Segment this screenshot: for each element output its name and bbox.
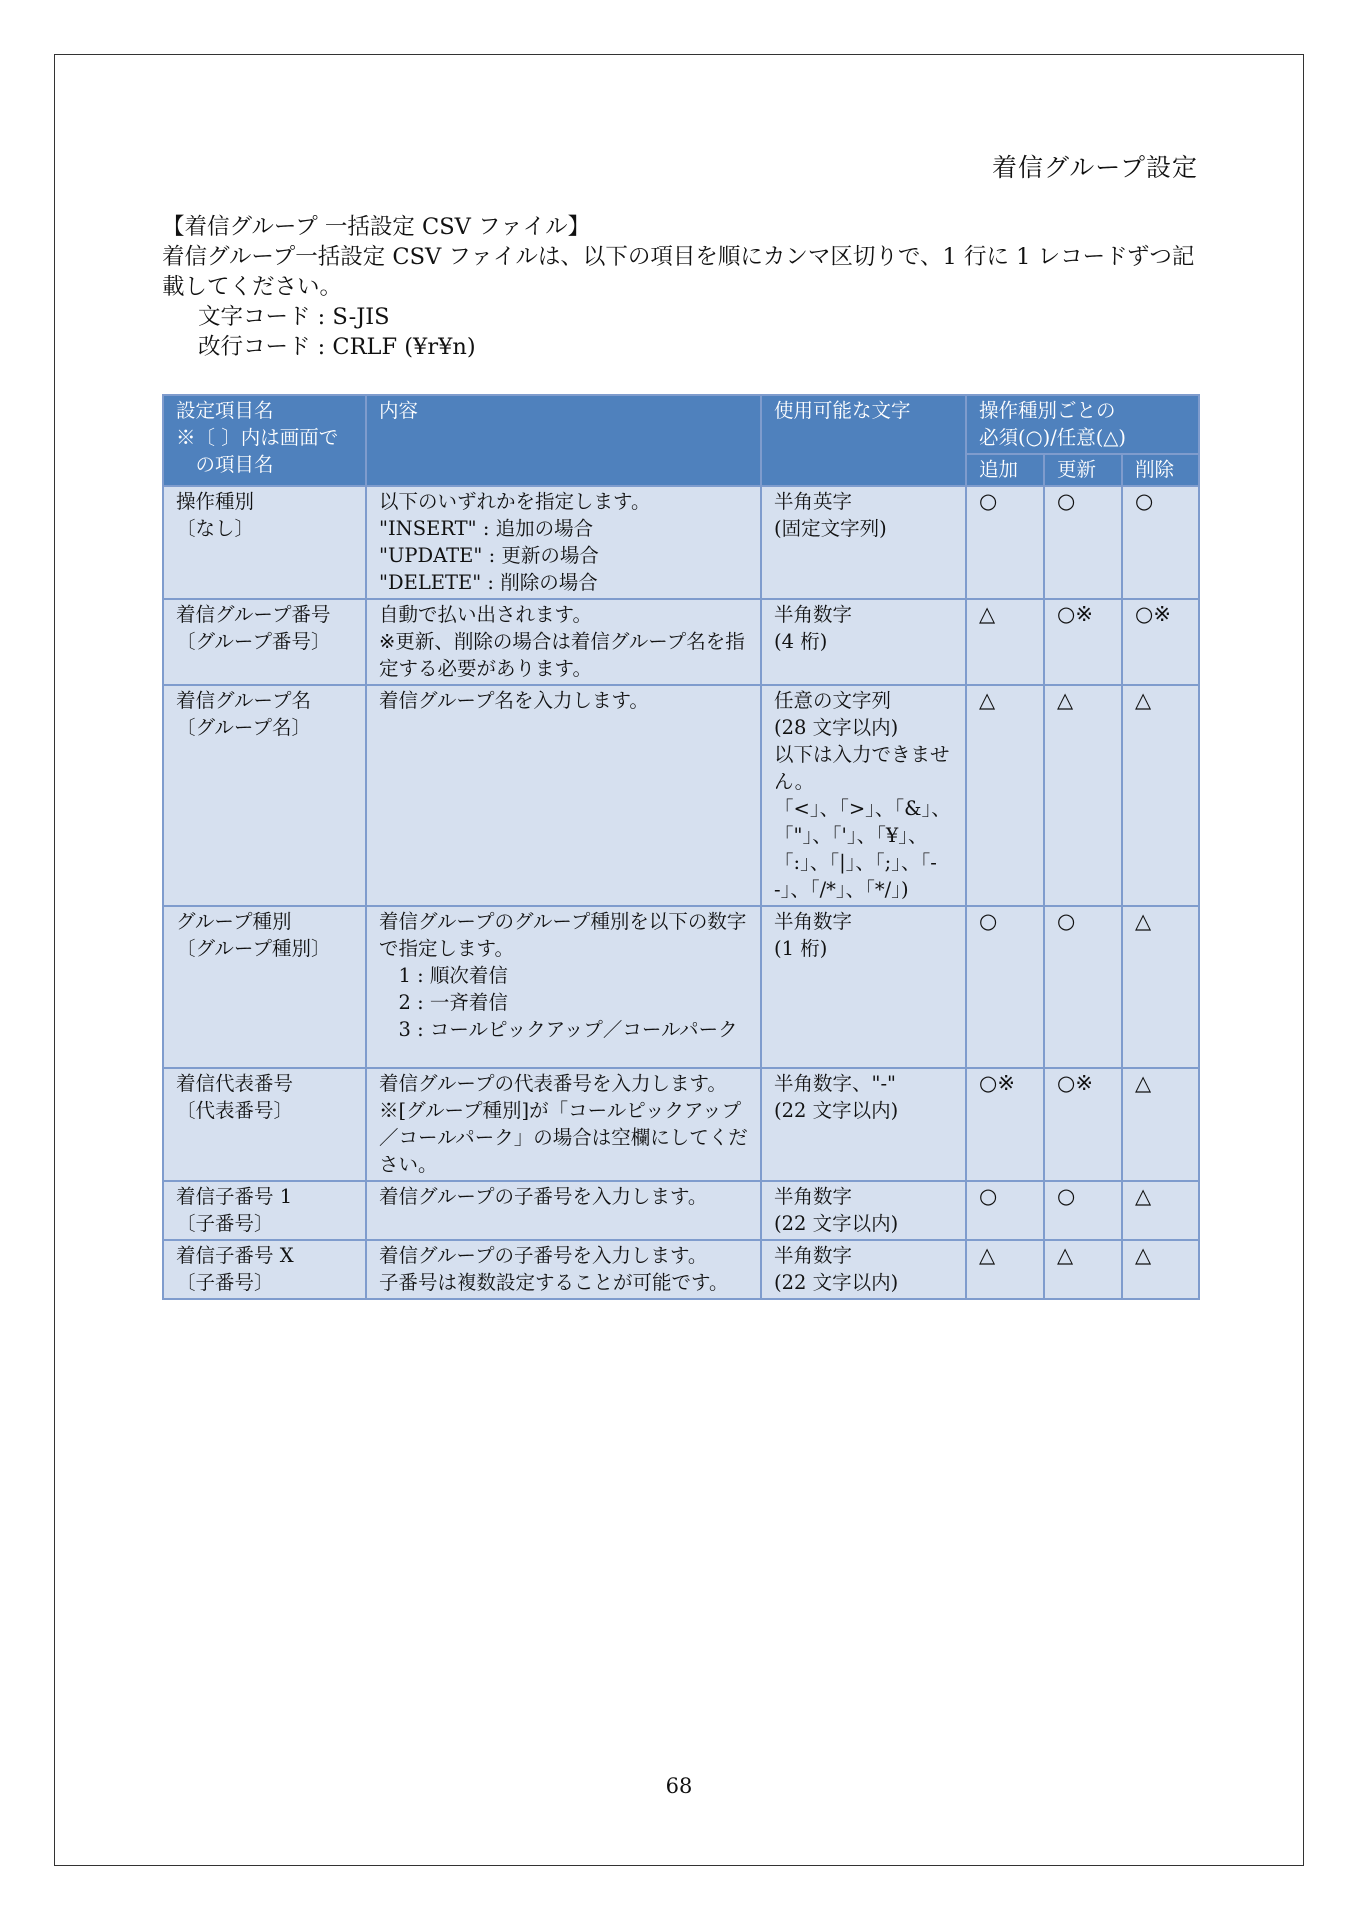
row-allowed-chars: 半角数字 (1 桁) bbox=[761, 906, 966, 1068]
row-update-mark: ○ bbox=[1044, 486, 1122, 599]
row-content: 着信グループ名を入力します。 bbox=[366, 685, 761, 906]
row-content: 着信グループの代表番号を入力します。 ※[グループ種別]が「コールピックアップ／コールパーク」の場合は空欄にしてください。 bbox=[366, 1068, 761, 1181]
row-update-mark: ○ bbox=[1044, 1181, 1122, 1240]
row-allowed-chars: 任意の文字列 (28 文字以内) 以下は入力できません。 「<」、「>」、「&」、「"」、「'」、「¥」、「:」、「|」、「;」、「--」、「/*」、「*/」) bbox=[761, 685, 966, 906]
row-delete-mark: △ bbox=[1122, 1240, 1199, 1299]
header-update: 更新 bbox=[1044, 454, 1122, 486]
section-description: 着信グループ一括設定 CSV ファイルは、以下の項目を順にカンマ区切りで、1 行に 1 レコードずつ記載してください。 bbox=[162, 244, 1195, 300]
row-add-mark: ○ bbox=[966, 906, 1044, 1068]
csv-spec-table bbox=[162, 394, 1200, 1300]
row-item-name: 着信グループ番号 〔グループ番号〕 bbox=[163, 599, 366, 685]
row-delete-mark: △ bbox=[1122, 685, 1199, 906]
row-update-mark: △ bbox=[1044, 1240, 1122, 1299]
row-item-name: 着信子番号 1 〔子番号〕 bbox=[163, 1181, 366, 1240]
row-item-name: グループ種別 〔グループ種別〕 bbox=[163, 906, 366, 1068]
row-content: 着信グループの子番号を入力します。 bbox=[366, 1181, 761, 1240]
row-delete-mark: △ bbox=[1122, 906, 1199, 1068]
row-allowed-chars: 半角数字 (22 文字以内) bbox=[761, 1181, 966, 1240]
row-content: 着信グループの子番号を入力します。 子番号は複数設定することが可能です。 bbox=[366, 1240, 761, 1299]
row-update-mark: ○※ bbox=[1044, 599, 1122, 685]
header-content: 内容 bbox=[366, 395, 761, 486]
table-row bbox=[163, 906, 1199, 1068]
table-row bbox=[163, 1181, 1199, 1240]
row-content: 着信グループのグループ種別を以下の数字で指定します。 1 : 順次着信 2 : 一斉着信 3 : コールピックアップ／コールパーク bbox=[366, 906, 761, 1068]
table-row bbox=[163, 685, 1199, 906]
charset-line: 文字コード : S-JIS bbox=[198, 304, 390, 330]
row-content: 以下のいずれかを指定します。 "INSERT" : 追加の場合 "UPDATE" : 更新の場合 "DELETE" : 削除の場合 bbox=[366, 486, 761, 599]
row-add-mark: ○ bbox=[966, 1181, 1044, 1240]
row-add-mark: ○※ bbox=[966, 1068, 1044, 1181]
row-item-name: 着信グループ名 〔グループ名〕 bbox=[163, 685, 366, 906]
row-add-mark: △ bbox=[966, 685, 1044, 906]
row-content: 自動で払い出されます。 ※更新、削除の場合は着信グループ名を指定する必要があります。 bbox=[366, 599, 761, 685]
row-delete-mark: △ bbox=[1122, 1181, 1199, 1240]
table-row bbox=[163, 486, 1199, 599]
row-add-mark: △ bbox=[966, 1240, 1044, 1299]
intro-section bbox=[162, 212, 1202, 362]
page-number: 68 bbox=[665, 1774, 693, 1798]
row-delete-mark: △ bbox=[1122, 1068, 1199, 1181]
section-heading: 【着信グループ 一括設定 CSV ファイル】 bbox=[162, 214, 591, 240]
header-allowed-chars: 使用可能な文字 bbox=[761, 395, 966, 486]
row-update-mark: ○※ bbox=[1044, 1068, 1122, 1181]
row-delete-mark: ○※ bbox=[1122, 599, 1199, 685]
header-operation-requirement: 操作種別ごとの 必須(○)/任意(△) bbox=[966, 395, 1199, 454]
table-row bbox=[163, 1240, 1199, 1299]
page-header-title: 着信グループ設定 bbox=[991, 153, 1198, 182]
header-delete: 削除 bbox=[1122, 454, 1199, 486]
newline-line: 改行コード : CRLF (¥r¥n) bbox=[198, 334, 476, 360]
row-update-mark: △ bbox=[1044, 685, 1122, 906]
header-add: 追加 bbox=[966, 454, 1044, 486]
row-delete-mark: ○ bbox=[1122, 486, 1199, 599]
row-item-name: 操作種別 〔なし〕 bbox=[163, 486, 366, 599]
table-header-row bbox=[163, 395, 1199, 454]
row-item-name: 着信子番号 X 〔子番号〕 bbox=[163, 1240, 366, 1299]
header-item-name: 設定項目名 ※〔 〕内は画面で の項目名 bbox=[163, 395, 366, 486]
row-allowed-chars: 半角数字 (22 文字以内) bbox=[761, 1240, 966, 1299]
row-allowed-chars: 半角英字 (固定文字列) bbox=[761, 486, 966, 599]
row-add-mark: △ bbox=[966, 599, 1044, 685]
row-update-mark: ○ bbox=[1044, 906, 1122, 1068]
row-allowed-chars: 半角数字 (4 桁) bbox=[761, 599, 966, 685]
table-row bbox=[163, 1068, 1199, 1181]
row-add-mark: ○ bbox=[966, 486, 1044, 599]
table-row bbox=[163, 599, 1199, 685]
row-allowed-chars: 半角数字、"-" (22 文字以内) bbox=[761, 1068, 966, 1181]
row-item-name: 着信代表番号 〔代表番号〕 bbox=[163, 1068, 366, 1181]
